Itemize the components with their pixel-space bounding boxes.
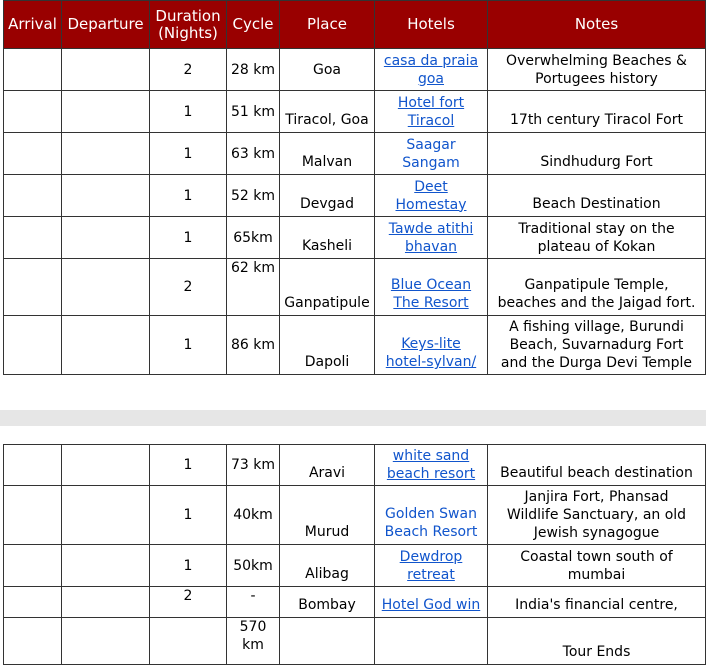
- cycle-cell: 51 km: [227, 91, 280, 133]
- hotel-cell: [375, 49, 488, 91]
- arrival-cell: [4, 49, 62, 91]
- place-cell: Tiracol, Goa: [280, 91, 375, 133]
- cycle-cell: 65km: [227, 217, 280, 259]
- hotel-link[interactable]: Hotel God win: [381, 597, 481, 613]
- table-row: [4, 259, 706, 316]
- notes-cell: A fishing village, Burundi Beach, Suvarnadurg Fort and the Durga Devi Temple: [488, 316, 706, 375]
- notes-cell: Sindhudurg Fort: [488, 133, 706, 175]
- notes-cell: Ganpatipule Temple, beaches and the Jaigad fort.: [488, 259, 706, 316]
- departure-cell: [62, 316, 150, 375]
- nights-cell: 1: [150, 316, 227, 375]
- hotel-link[interactable]: Blue Ocean The Resort: [390, 277, 472, 311]
- cycle-cell: 570 km: [227, 618, 280, 665]
- hotel-cell: [375, 259, 488, 316]
- hotel-cell: [375, 618, 488, 665]
- cycle-cell: 63 km: [227, 133, 280, 175]
- hotel-name: Saagar Sangam: [402, 136, 460, 171]
- departure-cell: [62, 175, 150, 217]
- nights-cell: 1: [150, 545, 227, 587]
- place-cell: Ganpatipule: [280, 259, 375, 316]
- hotel-cell: [375, 316, 488, 375]
- table-row: [4, 618, 706, 665]
- table-row: [4, 175, 706, 217]
- place-cell: Kasheli: [280, 217, 375, 259]
- arrival-cell: [4, 91, 62, 133]
- hotel-link[interactable]: Deet Homestay: [395, 178, 467, 213]
- header-place: Place: [280, 1, 375, 49]
- arrival-cell: [4, 486, 62, 545]
- table-row: [4, 133, 706, 175]
- hotel-name: Golden Swan Beach Resort: [384, 506, 478, 540]
- table-row: [4, 316, 706, 375]
- departure-cell: [62, 486, 150, 545]
- place-cell: Dapoli: [280, 316, 375, 375]
- departure-cell: [62, 445, 150, 486]
- arrival-cell: [4, 445, 62, 486]
- cycle-cell: 62 km: [227, 259, 280, 316]
- arrival-cell: [4, 587, 62, 618]
- notes-cell: Coastal town south of mumbai: [488, 545, 706, 587]
- hotel-cell: [375, 445, 488, 486]
- hotel-link[interactable]: Keys-lite hotel-sylvan/: [385, 336, 477, 370]
- notes-cell: 17th century Tiracol Fort: [488, 91, 706, 133]
- arrival-cell: [4, 175, 62, 217]
- departure-cell: [62, 618, 150, 665]
- place-cell: Devgad: [280, 175, 375, 217]
- hotel-cell: [375, 545, 488, 587]
- place-cell: Bombay: [280, 587, 375, 618]
- nights-cell: 2: [150, 259, 227, 316]
- itinerary-table-1: [3, 0, 706, 375]
- arrival-cell: [4, 217, 62, 259]
- departure-cell: [62, 217, 150, 259]
- header-row: [4, 1, 706, 49]
- cycle-cell: 73 km: [227, 445, 280, 486]
- header-cycle: Cycle: [227, 1, 280, 49]
- hotel-cell: [375, 486, 488, 545]
- table-row: [4, 545, 706, 587]
- header-arrival: Arrival: [4, 1, 62, 49]
- place-cell: Malvan: [280, 133, 375, 175]
- nights-cell: 1: [150, 91, 227, 133]
- place-cell: Goa: [280, 49, 375, 91]
- arrival-cell: [4, 545, 62, 587]
- notes-cell: Beach Destination: [488, 175, 706, 217]
- nights-cell: 1: [150, 217, 227, 259]
- notes-cell: Janjira Fort, Phansad Wildlife Sanctuary, an old Jewish synagogue: [488, 486, 706, 545]
- itinerary-table-2: [3, 444, 706, 665]
- hotel-link[interactable]: Tawde atithi bhavan: [388, 220, 474, 255]
- hotel-cell: [375, 91, 488, 133]
- nights-cell: 1: [150, 445, 227, 486]
- hotel-link[interactable]: Hotel fort Tiracol: [397, 94, 465, 129]
- nights-cell: 1: [150, 175, 227, 217]
- cycle-cell: 52 km: [227, 175, 280, 217]
- table-row: [4, 91, 706, 133]
- departure-cell: [62, 49, 150, 91]
- cycle-cell: -: [227, 587, 280, 618]
- hotel-link[interactable]: casa da praia goa: [383, 52, 479, 87]
- page-break-gap: [0, 410, 706, 426]
- place-cell: Murud: [280, 486, 375, 545]
- departure-cell: [62, 133, 150, 175]
- nights-cell: 1: [150, 486, 227, 545]
- hotel-link[interactable]: white sand beach resort: [386, 448, 476, 482]
- notes-cell: Traditional stay on the plateau of Kokan: [488, 217, 706, 259]
- table-row: [4, 587, 706, 618]
- hotel-cell: [375, 175, 488, 217]
- place-cell: Aravi: [280, 445, 375, 486]
- nights-cell: 2: [150, 49, 227, 91]
- header-hotels: Hotels: [375, 1, 488, 49]
- nights-cell: 2: [150, 587, 227, 618]
- hotel-link[interactable]: Dewdrop retreat: [399, 548, 463, 583]
- arrival-cell: [4, 259, 62, 316]
- departure-cell: [62, 587, 150, 618]
- place-cell: Alibag: [280, 545, 375, 587]
- arrival-cell: [4, 133, 62, 175]
- departure-cell: [62, 91, 150, 133]
- cycle-cell: 40km: [227, 486, 280, 545]
- nights-cell: 1: [150, 133, 227, 175]
- hotel-cell: [375, 587, 488, 618]
- header-departure: Departure: [62, 1, 150, 49]
- table-row: [4, 486, 706, 545]
- notes-cell: Beautiful beach destination: [488, 445, 706, 486]
- hotel-cell: [375, 133, 488, 175]
- departure-cell: [62, 259, 150, 316]
- header-notes: Notes: [488, 1, 706, 49]
- cycle-cell: 28 km: [227, 49, 280, 91]
- departure-cell: [62, 545, 150, 587]
- table-row: [4, 49, 706, 91]
- nights-cell: [150, 618, 227, 665]
- cycle-cell: 50km: [227, 545, 280, 587]
- arrival-cell: [4, 618, 62, 665]
- notes-cell: Overwhelming Beaches & Portugees history: [488, 49, 706, 91]
- notes-cell: India's financial centre,: [488, 587, 706, 618]
- arrival-cell: [4, 316, 62, 375]
- table-row: [4, 217, 706, 259]
- cycle-cell: 86 km: [227, 316, 280, 375]
- place-cell: [280, 618, 375, 665]
- notes-cell: Tour Ends: [488, 618, 706, 665]
- table-row: [4, 445, 706, 486]
- hotel-cell: [375, 217, 488, 259]
- header-duration: Duration (Nights): [150, 1, 227, 49]
